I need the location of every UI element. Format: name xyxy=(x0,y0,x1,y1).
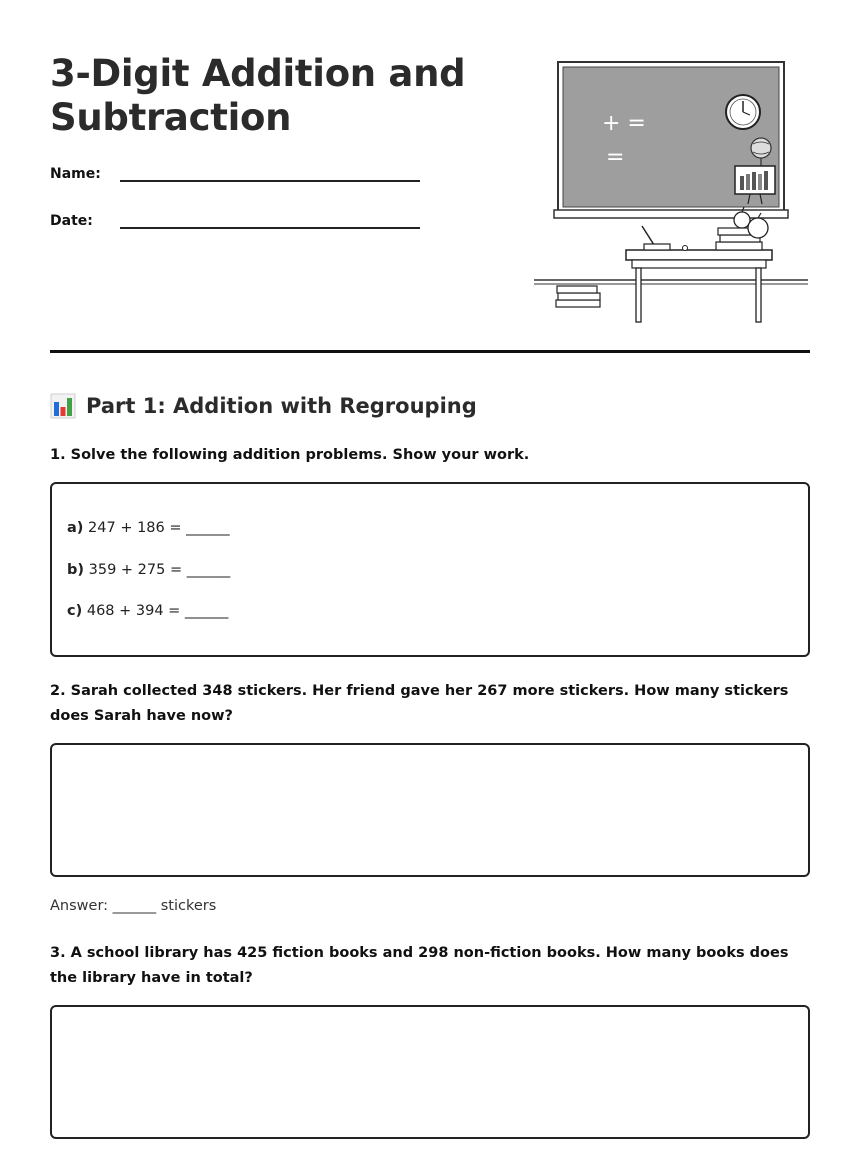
question-2-answer: Answer: ______ stickers xyxy=(50,898,217,914)
name-line[interactable] xyxy=(120,180,420,182)
problem-b xyxy=(67,562,230,578)
problem-b-expression: 359 + 275 = ______ xyxy=(88,562,231,578)
date-line[interactable] xyxy=(120,227,420,229)
problem-a xyxy=(67,520,230,536)
problem-a-expression: 247 + 186 = ______ xyxy=(88,520,230,536)
classroom-illustration xyxy=(530,58,810,328)
date-label: Date: xyxy=(50,213,93,229)
question-1-work-box[interactable] xyxy=(50,482,810,657)
question-3-work-box[interactable] xyxy=(50,1005,810,1139)
problem-c-expression: 468 + 394 = ______ xyxy=(86,603,229,619)
clock-icon xyxy=(726,95,760,129)
name-label: Name: xyxy=(50,166,101,182)
board-symbols-1: + = xyxy=(602,111,646,136)
problem-b-letter: b) xyxy=(67,562,85,578)
part1-heading xyxy=(50,390,477,422)
question-2-work-box[interactable] xyxy=(50,743,810,877)
desk xyxy=(626,250,772,322)
marble-icon xyxy=(683,246,688,251)
question-1: 1. Solve the following addition problems. Show your work. xyxy=(50,447,530,463)
date-field-row xyxy=(50,213,430,243)
question-3: 3. A school library has 425 fiction books and 298 non-fiction books. How many books does the library have in total? xyxy=(50,945,789,986)
chalk-ledge xyxy=(554,210,788,218)
eraser-icon xyxy=(644,244,670,250)
floor-books-icon xyxy=(556,286,600,307)
header-divider xyxy=(50,350,810,353)
board-symbols-2: = xyxy=(606,145,625,170)
name-field-row xyxy=(50,166,430,196)
problem-c-letter: c) xyxy=(67,603,83,619)
bar-chart-icon xyxy=(50,393,76,419)
problem-c xyxy=(67,603,228,619)
question-2: 2. Sarah collected 348 stickers. Her friend gave her 267 more stickers. How many stickers does Sarah have now? xyxy=(50,683,789,724)
part1-heading-text: Part 1: Addition with Regrouping xyxy=(86,394,477,418)
problem-a-letter: a) xyxy=(67,520,84,536)
worksheet-title: 3-Digit Addition and Subtraction xyxy=(50,52,466,139)
